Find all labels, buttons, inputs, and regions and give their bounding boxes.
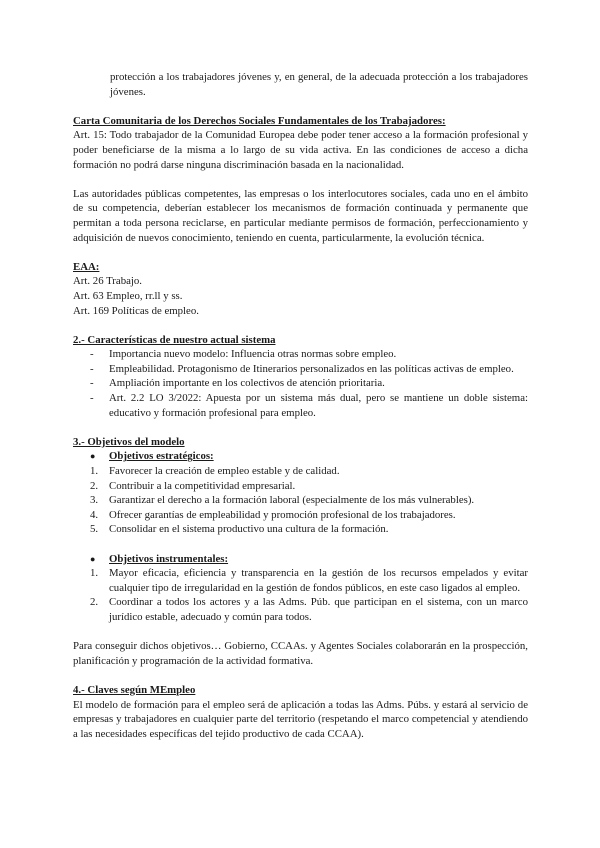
list-item: 2. Contribuir a la competitividad empresarial. (90, 479, 296, 492)
strategic-list (73, 464, 528, 537)
strategic-heading: ● Objetivos estratégicos: (90, 450, 214, 463)
list-item: 1. Favorecer la creación de empleo estable y de calidad. (90, 465, 340, 478)
list-item: - Art. 2.2 LO 3/2022: Apuesta por un sistema más dual, pero se mantiene un doble sistema: educativo y formación profesional para empleo. (90, 392, 528, 419)
list-item: 1. Mayor eficacia, eficiencia y transparencia en la gestión de los recursos empelados y evitar cualquier tipo de irregularidad en la gestión de fondos públicos, en este caso ligados al empleo. (90, 567, 528, 594)
eaa-heading: EAA: (73, 260, 100, 273)
list-item: - Ampliación importante en los colectivos de atención prioritaria. (90, 377, 385, 390)
instrumental-heading: ● Objetivos instrumentales: (90, 552, 229, 565)
list-item: 4. Ofrecer garantías de empleabilidad y promoción profesional de los trabajadores. (90, 508, 456, 521)
intro-continuation: protección a los trabajadores jóvenes y, en general, de la adecuada protección a los trabajadores jóvenes. (110, 71, 528, 98)
carta-paragraph: Las autoridades públicas competentes, las empresas o los interlocutores sociales, cada uno en el ámbito de su competencia, deberían establecer los mecanismos de formación continuada y permanente que permitan a toda persona reciclarse, en particular mediante permisos de formación, perfeccionamiento y adquisición de nuevos conocimiento, teniendo en cuenta, particularmente, la evolución técnica. (73, 187, 528, 244)
list-item: 5. Consolidar en el sistema productivo una cultura de la formación. (90, 523, 389, 536)
list-item: 2. Coordinar a todos los actores y a las Adms. Púb. que participan en el sistema, con un marco jurídico estable, adecuado y común para todos. (90, 596, 528, 623)
section3-closing: Para conseguir dichos objetivos… Gobierno, CCAAs. y Agentes Sociales colaborarán en la prospección, planificación y programación de la actividad formativa. (73, 640, 528, 667)
bullet-icon: ● (90, 553, 96, 564)
list-item: 3. Garantizar el derecho a la formación laboral (especialmente de los más vulnerables). (90, 494, 475, 507)
carta-heading: Carta Comunitaria de los Derechos Sociales Fundamentales de los Trabajadores: (73, 114, 446, 127)
eaa-line: Art. 63 Empleo, rr.ll y ss. (73, 289, 183, 302)
bullet-icon: ● (90, 451, 96, 462)
instrumental-heading-list (73, 552, 528, 567)
document-content (73, 70, 528, 741)
section2-list (73, 347, 528, 420)
carta-art15: Art. 15: Todo trabajador de la Comunidad Europea debe poder tener acceso a la formación profesional y poder beneficiarse de la misma a lo largo de su vida activa. En las condiciones de acceso a dicha formación no podrá darse ninguna discriminación basada en la nacionalidad. (73, 129, 528, 171)
strategic-heading-list (73, 449, 528, 464)
eaa-line: Art. 169 Políticas de empleo. (73, 304, 199, 317)
section3-heading: 3.- Objetivos del modelo (73, 435, 185, 448)
instrumental-list (73, 566, 528, 624)
list-item: - Importancia nuevo modelo: Influencia otras normas sobre empleo. (90, 348, 397, 361)
eaa-line: Art. 26 Trabajo. (73, 275, 142, 288)
section2-heading: 2.- Características de nuestro actual sistema (73, 333, 276, 346)
section4-paragraph: El modelo de formación para el empleo será de aplicación a todas las Adms. Púbs. y estará al servicio de empresas y trabajadores en cualquier parte del territorio (respetando el marco competencial y atendiendo a las necesidades específicas del tejido productivo de cada CCAA). (73, 698, 528, 740)
list-item: - Empleabilidad. Protagonismo de Itinerarios personalizados en las políticas activas de empleo. (90, 362, 514, 375)
section4-heading: 4.- Claves según MEmpleo (73, 683, 196, 696)
